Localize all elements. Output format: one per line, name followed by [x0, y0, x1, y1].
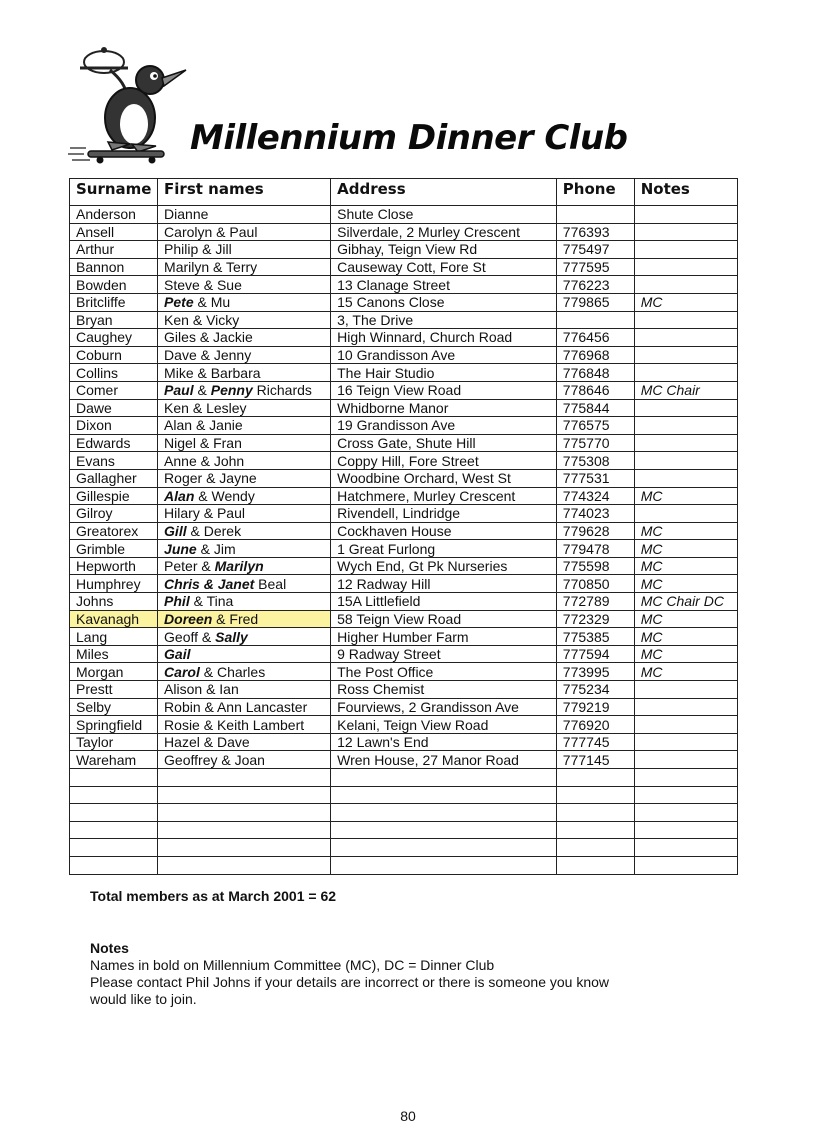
first-name-text: Ken & Lesley — [164, 399, 247, 416]
surname-cell — [70, 821, 158, 839]
first-name-text: Mike & Barbara — [164, 364, 261, 381]
total-members: Total members as at March 2001 = 62 — [90, 888, 337, 904]
table-row — [70, 522, 738, 540]
members-table — [69, 178, 738, 875]
notes-cell — [634, 681, 737, 699]
first-name-text: Geoff & — [164, 628, 216, 645]
address-cell: Coppy Hill, Fore Street — [331, 452, 557, 470]
address-cell: 15A Littlefield — [331, 593, 557, 611]
first-name-text: Giles & Jackie — [164, 329, 253, 346]
committee-name: Doreen — [164, 610, 213, 627]
table-header-row — [70, 179, 738, 206]
address-cell: 58 Teign View Road — [331, 610, 557, 628]
notes-cell — [634, 856, 737, 874]
surname-cell: Arthur — [70, 241, 158, 259]
phone-cell: 774023 — [556, 505, 634, 523]
first-names-cell — [158, 241, 331, 259]
address-cell: The Post Office — [331, 663, 557, 681]
first-names-cell — [158, 329, 331, 347]
surname-cell: Caughey — [70, 329, 158, 347]
surname-cell: Dixon — [70, 417, 158, 435]
address-cell: Woodbine Orchard, West St — [331, 469, 557, 487]
first-names-cell — [158, 821, 331, 839]
notes-cell: MC Chair — [634, 381, 737, 399]
address-cell: Kelani, Teign View Road — [331, 716, 557, 734]
table-row — [70, 434, 738, 452]
first-name-text: Dianne — [164, 206, 209, 223]
notes-cell: MC — [634, 540, 737, 558]
phone-cell: 772329 — [556, 610, 634, 628]
committee-name: Carol — [164, 663, 200, 680]
first-names-cell — [158, 804, 331, 822]
phone-cell: 777594 — [556, 645, 634, 663]
members-table-body — [70, 206, 738, 875]
table-row — [70, 364, 738, 382]
surname-cell: Lang — [70, 628, 158, 646]
notes-cell — [634, 364, 737, 382]
surname-cell: Gillespie — [70, 487, 158, 505]
first-names-cell — [158, 698, 331, 716]
table-row — [70, 681, 738, 699]
phone-cell: 776223 — [556, 276, 634, 294]
first-name-text: & Tina — [189, 593, 234, 610]
committee-name: Gill — [164, 522, 187, 539]
first-names-cell — [158, 786, 331, 804]
first-names-cell — [158, 452, 331, 470]
first-names-cell — [158, 505, 331, 523]
first-name-text: Anne & John — [164, 452, 245, 469]
column-header-notes: Notes — [634, 179, 737, 206]
phone-cell: 775385 — [556, 628, 634, 646]
phone-cell: 779865 — [556, 293, 634, 311]
address-cell: Shute Close — [331, 206, 557, 224]
phone-cell: 775844 — [556, 399, 634, 417]
phone-cell — [556, 786, 634, 804]
address-cell: The Hair Studio — [331, 364, 557, 382]
surname-cell: Johns — [70, 593, 158, 611]
phone-cell: 772789 — [556, 593, 634, 611]
table-row — [70, 786, 738, 804]
table-row — [70, 417, 738, 435]
address-cell — [331, 804, 557, 822]
phone-cell: 779219 — [556, 698, 634, 716]
address-cell: Silverdale, 2 Murley Crescent — [331, 223, 557, 241]
first-names-cell — [158, 856, 331, 874]
table-row — [70, 804, 738, 822]
phone-cell: 773995 — [556, 663, 634, 681]
first-names-cell — [158, 593, 331, 611]
notes-cell: MC — [634, 610, 737, 628]
table-row — [70, 540, 738, 558]
address-cell: Cross Gate, Shute Hill — [331, 434, 557, 452]
phone-cell: 775308 — [556, 452, 634, 470]
address-cell: 12 Lawn's End — [331, 733, 557, 751]
address-cell: 3, The Drive — [331, 311, 557, 329]
surname-cell: Grimble — [70, 540, 158, 558]
phone-cell — [556, 311, 634, 329]
address-cell: Higher Humber Farm — [331, 628, 557, 646]
address-cell: 10 Grandisson Ave — [331, 346, 557, 364]
phone-cell — [556, 839, 634, 857]
surname-cell — [70, 839, 158, 857]
notes-cell — [634, 769, 737, 787]
phone-cell: 776575 — [556, 417, 634, 435]
first-names-cell — [158, 206, 331, 224]
surname-cell: Britcliffe — [70, 293, 158, 311]
surname-cell: Hepworth — [70, 557, 158, 575]
first-name-text: & Jim — [196, 540, 236, 557]
first-names-cell — [158, 522, 331, 540]
first-names-cell — [158, 681, 331, 699]
notes-line: would like to join. — [90, 991, 197, 1007]
address-cell: Rivendell, Lindridge — [331, 505, 557, 523]
surname-cell — [70, 786, 158, 804]
surname-cell: Bowden — [70, 276, 158, 294]
table-row — [70, 751, 738, 769]
committee-name: Penny — [210, 382, 253, 399]
first-name-text: & Charles — [199, 663, 266, 680]
first-names-cell — [158, 663, 331, 681]
address-cell: Ross Chemist — [331, 681, 557, 699]
surname-cell: Miles — [70, 645, 158, 663]
notes-cell: MC — [634, 663, 737, 681]
notes-cell: MC — [634, 293, 737, 311]
first-name-text: Steve & Sue — [164, 276, 242, 293]
committee-name: Sally — [215, 628, 248, 645]
address-cell: Fourviews, 2 Grandisson Ave — [331, 698, 557, 716]
address-cell: 16 Teign View Road — [331, 381, 557, 399]
first-name-text: Philip & Jill — [164, 241, 232, 258]
notes-cell — [634, 276, 737, 294]
first-names-cell — [158, 276, 331, 294]
first-names-cell — [158, 258, 331, 276]
address-cell: 1 Great Furlong — [331, 540, 557, 558]
notes-cell — [634, 505, 737, 523]
first-names-cell — [158, 364, 331, 382]
first-name-text: Robin & Ann Lancaster — [164, 698, 308, 715]
first-names-cell — [158, 733, 331, 751]
table-row — [70, 258, 738, 276]
phone-cell: 779628 — [556, 522, 634, 540]
table-row — [70, 276, 738, 294]
first-name-text: Marilyn & Terry — [164, 259, 258, 276]
column-header-surname: Surname — [70, 179, 158, 206]
table-row — [70, 487, 738, 505]
surname-cell: Evans — [70, 452, 158, 470]
committee-name: Phil — [164, 593, 190, 610]
notes-cell — [634, 311, 737, 329]
page-title: Millennium Dinner Club — [190, 118, 628, 158]
first-name-text: & Wendy — [194, 487, 255, 504]
phone-cell: 779478 — [556, 540, 634, 558]
surname-cell: Dawe — [70, 399, 158, 417]
first-name-text: & Mu — [193, 294, 231, 311]
column-header-first-names: First names — [158, 179, 331, 206]
first-name-text: Rosie & Keith Lambert — [164, 716, 305, 733]
table-row — [70, 381, 738, 399]
surname-cell: Morgan — [70, 663, 158, 681]
first-names-cell — [158, 716, 331, 734]
first-name-text: Ken & Vicky — [164, 311, 240, 328]
first-names-cell — [158, 293, 331, 311]
table-row — [70, 206, 738, 224]
committee-name: Alan — [164, 487, 195, 504]
table-row — [70, 223, 738, 241]
notes-heading: Notes — [90, 940, 129, 956]
surname-cell: Gallagher — [70, 469, 158, 487]
table-row — [70, 505, 738, 523]
first-names-cell — [158, 751, 331, 769]
address-cell — [331, 786, 557, 804]
notes-line: Names in bold on Millennium Committee (MC), DC = Dinner Club — [90, 957, 495, 973]
notes-cell — [634, 821, 737, 839]
first-names-cell — [158, 610, 331, 628]
first-name-text: Nigel & Fran — [164, 435, 242, 452]
phone-cell: 776456 — [556, 329, 634, 347]
table-row — [70, 698, 738, 716]
table-row — [70, 769, 738, 787]
committee-name: Marilyn — [214, 558, 264, 575]
first-name-text: Dave & Jenny — [164, 347, 252, 364]
phone-cell: 775770 — [556, 434, 634, 452]
column-header-address: Address — [331, 179, 557, 206]
address-cell: Gibhay, Teign View Rd — [331, 241, 557, 259]
phone-cell: 774324 — [556, 487, 634, 505]
surname-cell: Comer — [70, 381, 158, 399]
surname-cell: Greatorex — [70, 522, 158, 540]
notes-cell — [634, 417, 737, 435]
notes-cell — [634, 716, 737, 734]
phone-cell: 775234 — [556, 681, 634, 699]
table-row — [70, 839, 738, 857]
phone-cell: 777745 — [556, 733, 634, 751]
notes-cell — [634, 258, 737, 276]
surname-cell: Bryan — [70, 311, 158, 329]
first-names-cell — [158, 223, 331, 241]
notes-cell — [634, 751, 737, 769]
first-name-text: Geoffrey & Joan — [164, 751, 265, 768]
address-cell: 13 Clanage Street — [331, 276, 557, 294]
address-cell: Wren House, 27 Manor Road — [331, 751, 557, 769]
phone-cell — [556, 821, 634, 839]
first-names-cell — [158, 434, 331, 452]
penguin-waiter-logo-icon — [68, 40, 198, 165]
surname-cell: Humphrey — [70, 575, 158, 593]
first-names-cell — [158, 417, 331, 435]
first-name-text: Roger & Jayne — [164, 470, 257, 487]
address-cell: 9 Radway Street — [331, 645, 557, 663]
notes-cell — [634, 223, 737, 241]
phone-cell: 776920 — [556, 716, 634, 734]
address-cell — [331, 821, 557, 839]
address-cell: Cockhaven House — [331, 522, 557, 540]
first-names-cell — [158, 645, 331, 663]
address-cell: 12 Radway Hill — [331, 575, 557, 593]
notes-cell — [634, 206, 737, 224]
surname-cell: Springfield — [70, 716, 158, 734]
table-row — [70, 293, 738, 311]
phone-cell: 776393 — [556, 223, 634, 241]
table-row — [70, 399, 738, 417]
page-number: 80 — [400, 1108, 416, 1124]
first-name-text: & Derek — [186, 522, 242, 539]
phone-cell: 778646 — [556, 381, 634, 399]
table-row — [70, 575, 738, 593]
first-names-cell — [158, 769, 331, 787]
table-row — [70, 716, 738, 734]
surname-cell: Bannon — [70, 258, 158, 276]
first-name-text: Beal — [254, 575, 287, 592]
phone-cell: 777145 — [556, 751, 634, 769]
notes-cell: MC — [634, 522, 737, 540]
notes-cell — [634, 839, 737, 857]
surname-cell: Coburn — [70, 346, 158, 364]
address-cell: Causeway Cott, Fore St — [331, 258, 557, 276]
first-name-text: & — [193, 382, 211, 399]
notes-cell — [634, 804, 737, 822]
first-names-cell — [158, 487, 331, 505]
address-cell — [331, 839, 557, 857]
phone-cell: 775497 — [556, 241, 634, 259]
notes-cell — [634, 452, 737, 470]
notes-cell: MC — [634, 628, 737, 646]
first-name-text: Alan & Janie — [164, 417, 243, 434]
phone-cell: 775598 — [556, 557, 634, 575]
committee-name: June — [164, 540, 197, 557]
committee-name: Gail — [164, 646, 191, 663]
table-row — [70, 610, 738, 628]
surname-cell: Wareham — [70, 751, 158, 769]
first-name-text: Hazel & Dave — [164, 734, 250, 751]
first-name-text: Alison & Ian — [164, 681, 239, 698]
phone-cell: 776848 — [556, 364, 634, 382]
address-cell — [331, 769, 557, 787]
surname-cell: Selby — [70, 698, 158, 716]
notes-cell — [634, 346, 737, 364]
phone-cell — [556, 206, 634, 224]
surname-cell: Collins — [70, 364, 158, 382]
first-names-cell — [158, 469, 331, 487]
surname-cell: Kavanagh — [70, 610, 158, 628]
notes-cell — [634, 329, 737, 347]
first-names-cell — [158, 839, 331, 857]
notes-cell — [634, 733, 737, 751]
table-row — [70, 628, 738, 646]
surname-cell: Anderson — [70, 206, 158, 224]
committee-name: Pete — [164, 294, 194, 311]
surname-cell: Taylor — [70, 733, 158, 751]
address-cell: 15 Canons Close — [331, 293, 557, 311]
table-row — [70, 346, 738, 364]
surname-cell — [70, 769, 158, 787]
table-row — [70, 557, 738, 575]
address-cell: Wych End, Gt Pk Nurseries — [331, 557, 557, 575]
phone-cell — [556, 769, 634, 787]
table-row — [70, 469, 738, 487]
table-row — [70, 733, 738, 751]
first-names-cell — [158, 311, 331, 329]
table-row — [70, 593, 738, 611]
surname-cell — [70, 856, 158, 874]
notes-cell: MC — [634, 645, 737, 663]
first-names-cell — [158, 399, 331, 417]
notes-cell — [634, 434, 737, 452]
notes-section — [90, 940, 690, 1008]
surname-cell: Prestt — [70, 681, 158, 699]
notes-line: Please contact Phil Johns if your details are incorrect or there is someone you know — [90, 974, 610, 990]
notes-cell — [634, 786, 737, 804]
notes-cell — [634, 399, 737, 417]
address-cell: Whidborne Manor — [331, 399, 557, 417]
first-name-text: Peter & — [164, 558, 215, 575]
address-cell: 19 Grandisson Ave — [331, 417, 557, 435]
phone-cell: 777595 — [556, 258, 634, 276]
first-name-text: Richards — [252, 382, 312, 399]
table-row — [70, 821, 738, 839]
table-row — [70, 856, 738, 874]
notes-cell — [634, 469, 737, 487]
surname-cell — [70, 804, 158, 822]
table-row — [70, 645, 738, 663]
first-names-cell — [158, 540, 331, 558]
notes-cell — [634, 241, 737, 259]
notes-cell: MC Chair DC — [634, 593, 737, 611]
address-cell: High Winnard, Church Road — [331, 329, 557, 347]
surname-cell: Gilroy — [70, 505, 158, 523]
phone-cell: 770850 — [556, 575, 634, 593]
phone-cell: 776968 — [556, 346, 634, 364]
address-cell: Hatchmere, Murley Crescent — [331, 487, 557, 505]
notes-cell — [634, 698, 737, 716]
first-names-cell — [158, 557, 331, 575]
table-row — [70, 663, 738, 681]
surname-cell: Ansell — [70, 223, 158, 241]
first-name-text: Carolyn & Paul — [164, 223, 258, 240]
first-names-cell — [158, 381, 331, 399]
table-row — [70, 452, 738, 470]
table-row — [70, 241, 738, 259]
address-cell — [331, 856, 557, 874]
phone-cell — [556, 856, 634, 874]
notes-cell: MC — [634, 575, 737, 593]
table-row — [70, 329, 738, 347]
first-name-text: & Fred — [212, 610, 259, 627]
surname-cell: Edwards — [70, 434, 158, 452]
first-names-cell — [158, 628, 331, 646]
table-row — [70, 311, 738, 329]
committee-name: Chris & Janet — [164, 575, 255, 592]
committee-name: Paul — [164, 382, 194, 399]
first-names-cell — [158, 575, 331, 593]
first-name-text: Hilary & Paul — [164, 505, 245, 522]
phone-cell: 777531 — [556, 469, 634, 487]
notes-cell: MC — [634, 487, 737, 505]
phone-cell — [556, 804, 634, 822]
notes-cell: MC — [634, 557, 737, 575]
column-header-phone: Phone — [556, 179, 634, 206]
first-names-cell — [158, 346, 331, 364]
